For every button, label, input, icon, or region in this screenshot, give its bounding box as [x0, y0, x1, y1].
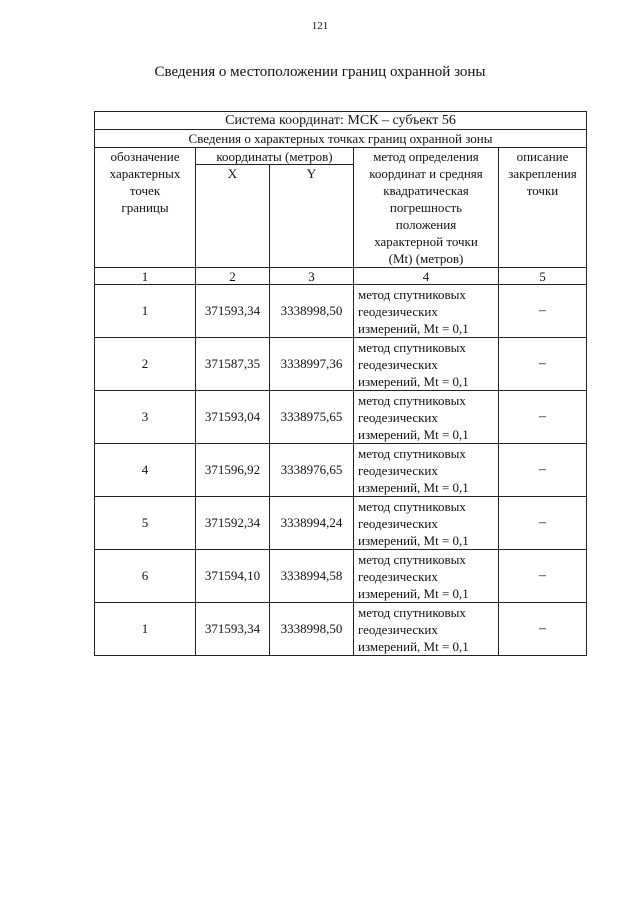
- header-line: положения: [395, 217, 457, 232]
- header-line: (Mt) (метров): [388, 251, 464, 266]
- document-title: Сведения о местоположении границ охранной зоны: [154, 64, 486, 80]
- header-coordinates: координаты (метров): [196, 148, 354, 165]
- table-row: [95, 603, 587, 656]
- table-row: [95, 550, 587, 603]
- header-line: координат и средняя: [369, 166, 483, 181]
- method-line: геодезических: [358, 462, 438, 478]
- x-coordinate-cell: 371596,92: [196, 444, 270, 497]
- y-coordinate-cell: 3338975,65: [270, 391, 354, 444]
- method-line: измерений, Mt = 0,1: [358, 532, 469, 548]
- method-line: метод спутниковых: [358, 498, 466, 514]
- table-row: [95, 497, 587, 550]
- method-line: геодезических: [358, 568, 438, 584]
- header-line: характерных: [109, 166, 181, 181]
- method-cell: [354, 391, 499, 444]
- y-coordinate-cell: 3338976,65: [270, 444, 354, 497]
- point-number-cell: 5: [95, 497, 196, 550]
- method-line: геодезических: [358, 621, 438, 637]
- header-line: погрешность: [389, 200, 463, 215]
- method-cell: [354, 285, 499, 338]
- method-line: метод спутниковых: [358, 551, 466, 567]
- header-line: обозначение: [110, 149, 180, 164]
- method-line: измерений, Mt = 0,1: [358, 638, 469, 654]
- header-point-designation: [95, 148, 196, 268]
- page-number: 121: [311, 20, 329, 32]
- column-number: 3: [270, 268, 354, 285]
- table-row: [95, 285, 587, 338]
- header-x: X: [196, 165, 270, 268]
- method-line: измерений, Mt = 0,1: [358, 479, 469, 495]
- table-subtitle-header: Сведения о характерных точках границ охранной зоны: [95, 130, 587, 148]
- header-y: Y: [270, 165, 354, 268]
- header-line: метод определения: [373, 149, 479, 164]
- column-number: 5: [499, 268, 587, 285]
- y-coordinate-cell: 3338997,36: [270, 338, 354, 391]
- method-line: метод спутниковых: [358, 392, 466, 408]
- method-line: измерений, Mt = 0,1: [358, 585, 469, 601]
- method-line: метод спутниковых: [358, 339, 466, 355]
- method-line: геодезических: [358, 515, 438, 531]
- column-number: 1: [95, 268, 196, 285]
- method-line: метод спутниковых: [358, 604, 466, 620]
- header-description: [499, 148, 587, 268]
- description-cell: –: [499, 444, 587, 497]
- point-number-cell: 1: [95, 603, 196, 656]
- method-cell: [354, 338, 499, 391]
- method-cell: [354, 444, 499, 497]
- method-line: измерений, Mt = 0,1: [358, 426, 469, 442]
- y-coordinate-cell: 3338994,58: [270, 550, 354, 603]
- y-coordinate-cell: 3338998,50: [270, 285, 354, 338]
- x-coordinate-cell: 371587,35: [196, 338, 270, 391]
- column-number: 4: [354, 268, 499, 285]
- header-line: точек: [129, 183, 161, 198]
- description-cell: –: [499, 550, 587, 603]
- boundary-points-table: [94, 111, 587, 656]
- point-number-cell: 1: [95, 285, 196, 338]
- description-cell: –: [499, 391, 587, 444]
- method-line: геодезических: [358, 409, 438, 425]
- method-line: измерений, Mt = 0,1: [358, 373, 469, 389]
- header-line: точки: [526, 183, 559, 198]
- table-row: [95, 444, 587, 497]
- table-row: [95, 338, 587, 391]
- x-coordinate-cell: 371594,10: [196, 550, 270, 603]
- description-cell: –: [499, 603, 587, 656]
- x-coordinate-cell: 371593,34: [196, 603, 270, 656]
- column-number-row: [95, 268, 587, 285]
- header-method: [354, 148, 499, 268]
- method-line: метод спутниковых: [358, 286, 466, 302]
- column-number: 2: [196, 268, 270, 285]
- method-line: геодезических: [358, 356, 438, 372]
- header-line: границы: [121, 200, 169, 215]
- point-number-cell: 3: [95, 391, 196, 444]
- description-cell: –: [499, 497, 587, 550]
- header-line: квадратическая: [383, 183, 469, 198]
- header-line: описание: [516, 149, 569, 164]
- method-line: геодезических: [358, 303, 438, 319]
- x-coordinate-cell: 371593,34: [196, 285, 270, 338]
- method-cell: [354, 603, 499, 656]
- y-coordinate-cell: 3338998,50: [270, 603, 354, 656]
- table-row: [95, 391, 587, 444]
- point-number-cell: 6: [95, 550, 196, 603]
- method-cell: [354, 497, 499, 550]
- description-cell: –: [499, 285, 587, 338]
- point-number-cell: 2: [95, 338, 196, 391]
- x-coordinate-cell: 371593,04: [196, 391, 270, 444]
- description-cell: –: [499, 338, 587, 391]
- x-coordinate-cell: 371592,34: [196, 497, 270, 550]
- header-line: закрепления: [508, 166, 577, 181]
- point-number-cell: 4: [95, 444, 196, 497]
- method-line: измерений, Mt = 0,1: [358, 320, 469, 336]
- coordinate-system-header: Система координат: МСК – субъект 56: [95, 112, 587, 130]
- method-line: метод спутниковых: [358, 445, 466, 461]
- y-coordinate-cell: 3338994,24: [270, 497, 354, 550]
- method-cell: [354, 550, 499, 603]
- header-line: характерной точки: [374, 234, 478, 249]
